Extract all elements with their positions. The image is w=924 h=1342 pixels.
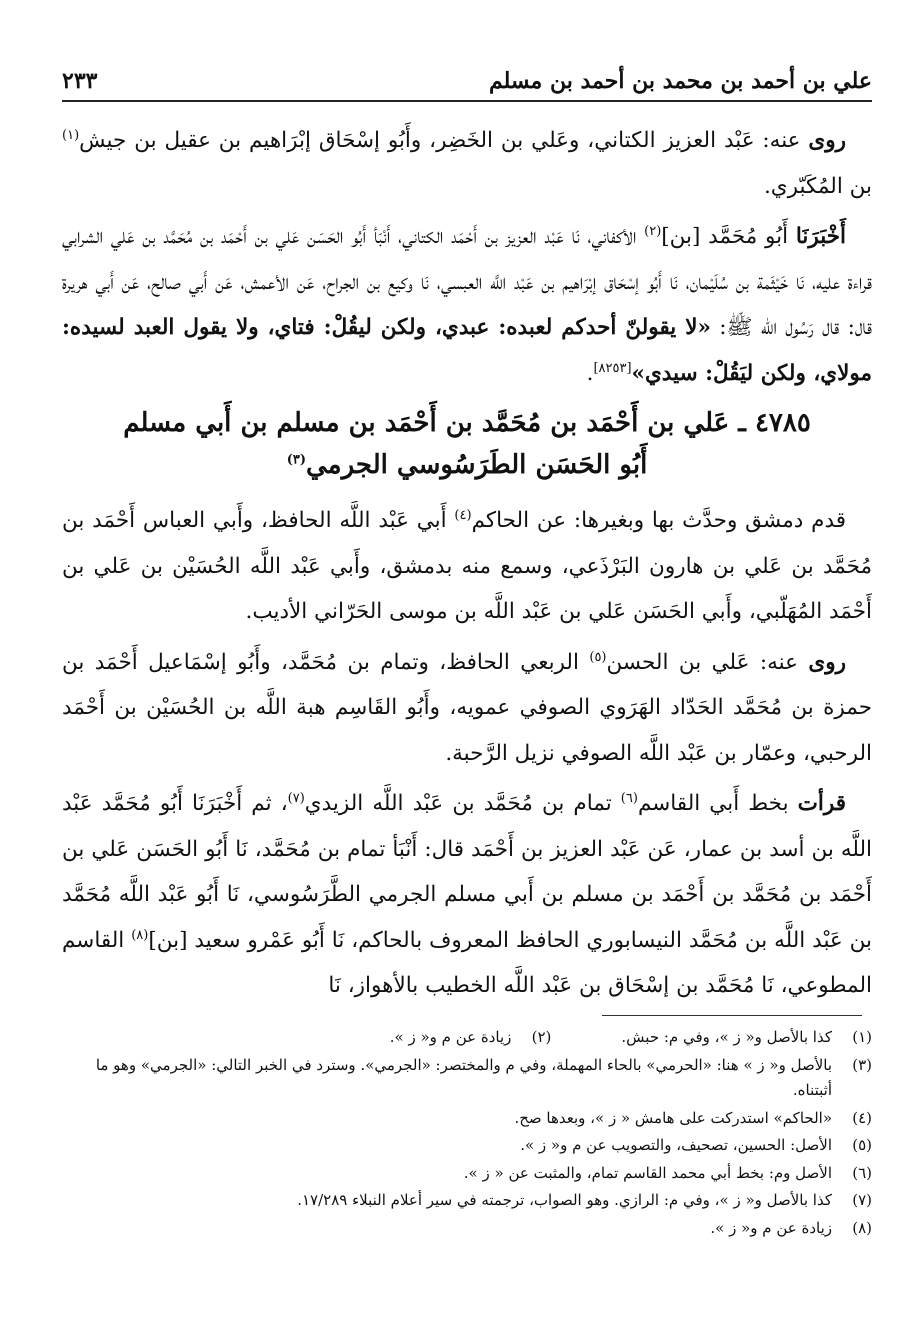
footnote-ref: (٨) bbox=[131, 927, 149, 943]
footnote-ref: (٧) bbox=[287, 790, 305, 806]
footnote-ref: (٢) bbox=[644, 223, 662, 239]
footnote-number: (٤) bbox=[852, 1108, 872, 1127]
hadith-reference: [٨٢٥٣] bbox=[593, 360, 632, 376]
paragraph-text: أَبي عَبْد اللَّه الحافظ، وأَبي العباس أَحْمَد بن مُحَمَّد بن عَلي بن هارون البَرْذَعي، وسمع منه بدمشق، وأَبي عَبْد اللَّه الحُسَيْن بن عَلي بن أَحْمَد المُهَلّبي، وأَبي الحَسَن عَلي بن عَبْد اللَّه بن موسى الحَرّاني الأديب. bbox=[62, 508, 872, 624]
footnotes bbox=[62, 1025, 872, 1243]
paragraph-text: قدم دمشق وحدَّث بها وبغيرها: عن الحاكم bbox=[471, 508, 847, 533]
footnote bbox=[62, 1106, 872, 1132]
footnote-ref: (٤) bbox=[454, 507, 472, 523]
paragraph-text: بن المُكَبّري. bbox=[763, 173, 872, 199]
footnote bbox=[390, 1025, 552, 1051]
footnote-number: (٦) bbox=[852, 1163, 872, 1182]
footnote-text: الأصل: الحسين، تصحيف، والتصويب عن م و« ز ». bbox=[520, 1136, 832, 1154]
footnote bbox=[62, 1053, 872, 1104]
footnote-divider bbox=[602, 1015, 862, 1016]
entry-heading-line: ٤٧٨٥ ـ عَلي بن أَحْمَد بن مُحَمَّد بن أَحْمَد بن مسلم بن أَبي مسلم bbox=[123, 408, 811, 438]
paragraph-text: عنه: عَبْد العزيز الكتاني، وعَلي بن الخَضِر، وأَبُو إسْحَاق إبْرَاهيم بن عقيل بن جيش bbox=[79, 128, 809, 153]
paragraph-lead: روى bbox=[808, 128, 846, 153]
paragraph-text: تمام بن مُحَمَّد بن عَبْد اللَّه الزيدي bbox=[304, 791, 621, 816]
footnote-text: بالأصل و« ز » هنا: «الحرمي» بالحاء المهملة، وفي م والمختصر: «الجرمي». وسترد في الخبر التالي: «الجرمي» وهو ما أثبتناه. bbox=[95, 1055, 832, 1099]
footnote-row bbox=[62, 1025, 872, 1053]
footnote-text: زيادة عن م و« ز ». bbox=[389, 1028, 512, 1046]
footnote-ref: (٣) bbox=[286, 452, 306, 468]
paragraph-narrators bbox=[62, 118, 872, 209]
footnote-text: كذا بالأصل و« ز »، وفي م: حبش. bbox=[621, 1028, 832, 1046]
page-number: ٢٣٣ bbox=[62, 68, 98, 94]
entry-heading bbox=[62, 402, 872, 486]
paragraph-text: الأكفاني، نَا عَبْد العزيز بن أَحْمَد الكتاني، أَنْبَأ أَبُو الحَسَن عَلي بن أَحْمَد بن مُحَمَّد بن عَلي الشرابي قراءة عليه، نَا خَيْثَمة بن سُلَيْمان، نَا أَبُو إسْحَاق إبْرَاهيم بن عَبْد اللَّه العبسي، نَا وكيع بن الجراح، عَن الأعمش، عَن أَبي صالح، عَن أَبي هريرة قال: قال رَسُول الله ﷺ: bbox=[62, 224, 872, 340]
footnote-text: الأصل وم: بخط أبي محمد القاسم تمام، والمثبت عن « ز ». bbox=[463, 1163, 832, 1182]
footnote-number: (٨) bbox=[852, 1218, 872, 1237]
footnote-text: «الحاكم» استدركت على هامش « ز »، وبعدها صح. bbox=[514, 1108, 832, 1127]
paragraph-lead: قرأت bbox=[797, 791, 847, 816]
page-header bbox=[62, 58, 872, 102]
footnote-ref: (٥) bbox=[589, 649, 607, 665]
footnote bbox=[62, 1216, 872, 1242]
footnote bbox=[62, 1188, 872, 1214]
footnote-number: (٥) bbox=[852, 1136, 872, 1154]
paragraph-text: ، ثم أَخْبَرَنَا أَبُو مُحَمَّد عَبْد اللَّه بن أسد بن عمار، عَن عَبْد العزيز بن أَحْمَد قال: أَنْبَأ تمام بن مُحَمَّد، نَا أَبُو الحَسَن عَلي بن أَحْمَد بن مُحَمَّد بن أَحْمَد بن مسلم بن أَبي مسلم الجرمي الطَّرَسُوسي، نَا أَبُو عَبْد اللَّه مُحَمَّد بن عَبْد اللَّه بن مُحَمَّد النيسابوري الحافظ المعروف بالحاكم، نَا أَبُو عَمْرو سعيد [بن] bbox=[62, 791, 873, 953]
running-head: علي بن أحمد بن محمد بن أحمد بن مسلم bbox=[488, 68, 872, 94]
main-text bbox=[62, 118, 872, 1014]
paragraph-narrators bbox=[62, 640, 872, 777]
paragraph-text: الربعي الحافظ، وتمام بن مُحَمَّد، وأَبُو إسْمَاعيل أَحْمَد بن حمزة بن مُحَمَّد الحَدّاد الهَرَوي الصوفي عمويه، وأَبُو القَاسِم هبة اللَّه بن الحُسَيْن بن أَحْمَد الرحبي، وعمّار بن عَبْد اللَّه الصوفي نزيل الرَّحبة. bbox=[62, 649, 872, 766]
footnote-text: زيادة عن م و« ز ». bbox=[710, 1218, 832, 1237]
paragraph-text: عنه: عَلي بن الحسن bbox=[606, 649, 809, 675]
footnote-number: (٧) bbox=[852, 1191, 872, 1209]
footnote-ref: (٦) bbox=[620, 790, 638, 806]
paragraph-lead: روى bbox=[808, 649, 846, 675]
paragraph-hadith bbox=[62, 214, 872, 396]
hadith-text: «لا يقولنّ أحدكم لعبده: عبدي، ولكن ليقُلْ: فتاي، ولا يقول العبد لسيده: مولاي، ولكن ليَقُلْ: سيدي» bbox=[62, 315, 872, 386]
footnote bbox=[62, 1133, 872, 1159]
footnote-number: (٣) bbox=[852, 1055, 872, 1074]
paragraph-text: القاسم المطوعي، نَا مُحَمَّد بن إسْحَاق بن عَبْد اللَّه الخطيب بالأهواز، نَا bbox=[62, 927, 872, 998]
paragraph-isnad bbox=[62, 781, 872, 1009]
footnote bbox=[62, 1161, 872, 1187]
footnote-text: كذا بالأصل و« ز »، وفي م: الرازي. وهو الصواب، ترجمته في سير أعلام النبلاء ١٧/٢٨٩. bbox=[297, 1191, 832, 1209]
entry-heading-kunya: أَبُو الحَسَن الطَرَسُوسي الجرمي bbox=[305, 450, 648, 480]
footnote bbox=[621, 1025, 872, 1051]
paragraph-biography bbox=[62, 498, 872, 635]
paragraph-text: . bbox=[586, 360, 594, 386]
paragraph-lead: أَخْبَرَنَا bbox=[795, 224, 846, 249]
footnote-ref: (١) bbox=[62, 127, 80, 143]
paragraph-text: بخط أَبي القاسم bbox=[637, 791, 798, 816]
entry-heading-line bbox=[62, 444, 872, 486]
paragraph-text: أَبُو مُحَمَّد [بن] bbox=[661, 224, 796, 249]
footnote-number: (٢) bbox=[531, 1028, 552, 1046]
footnote-number: (١) bbox=[852, 1028, 872, 1046]
